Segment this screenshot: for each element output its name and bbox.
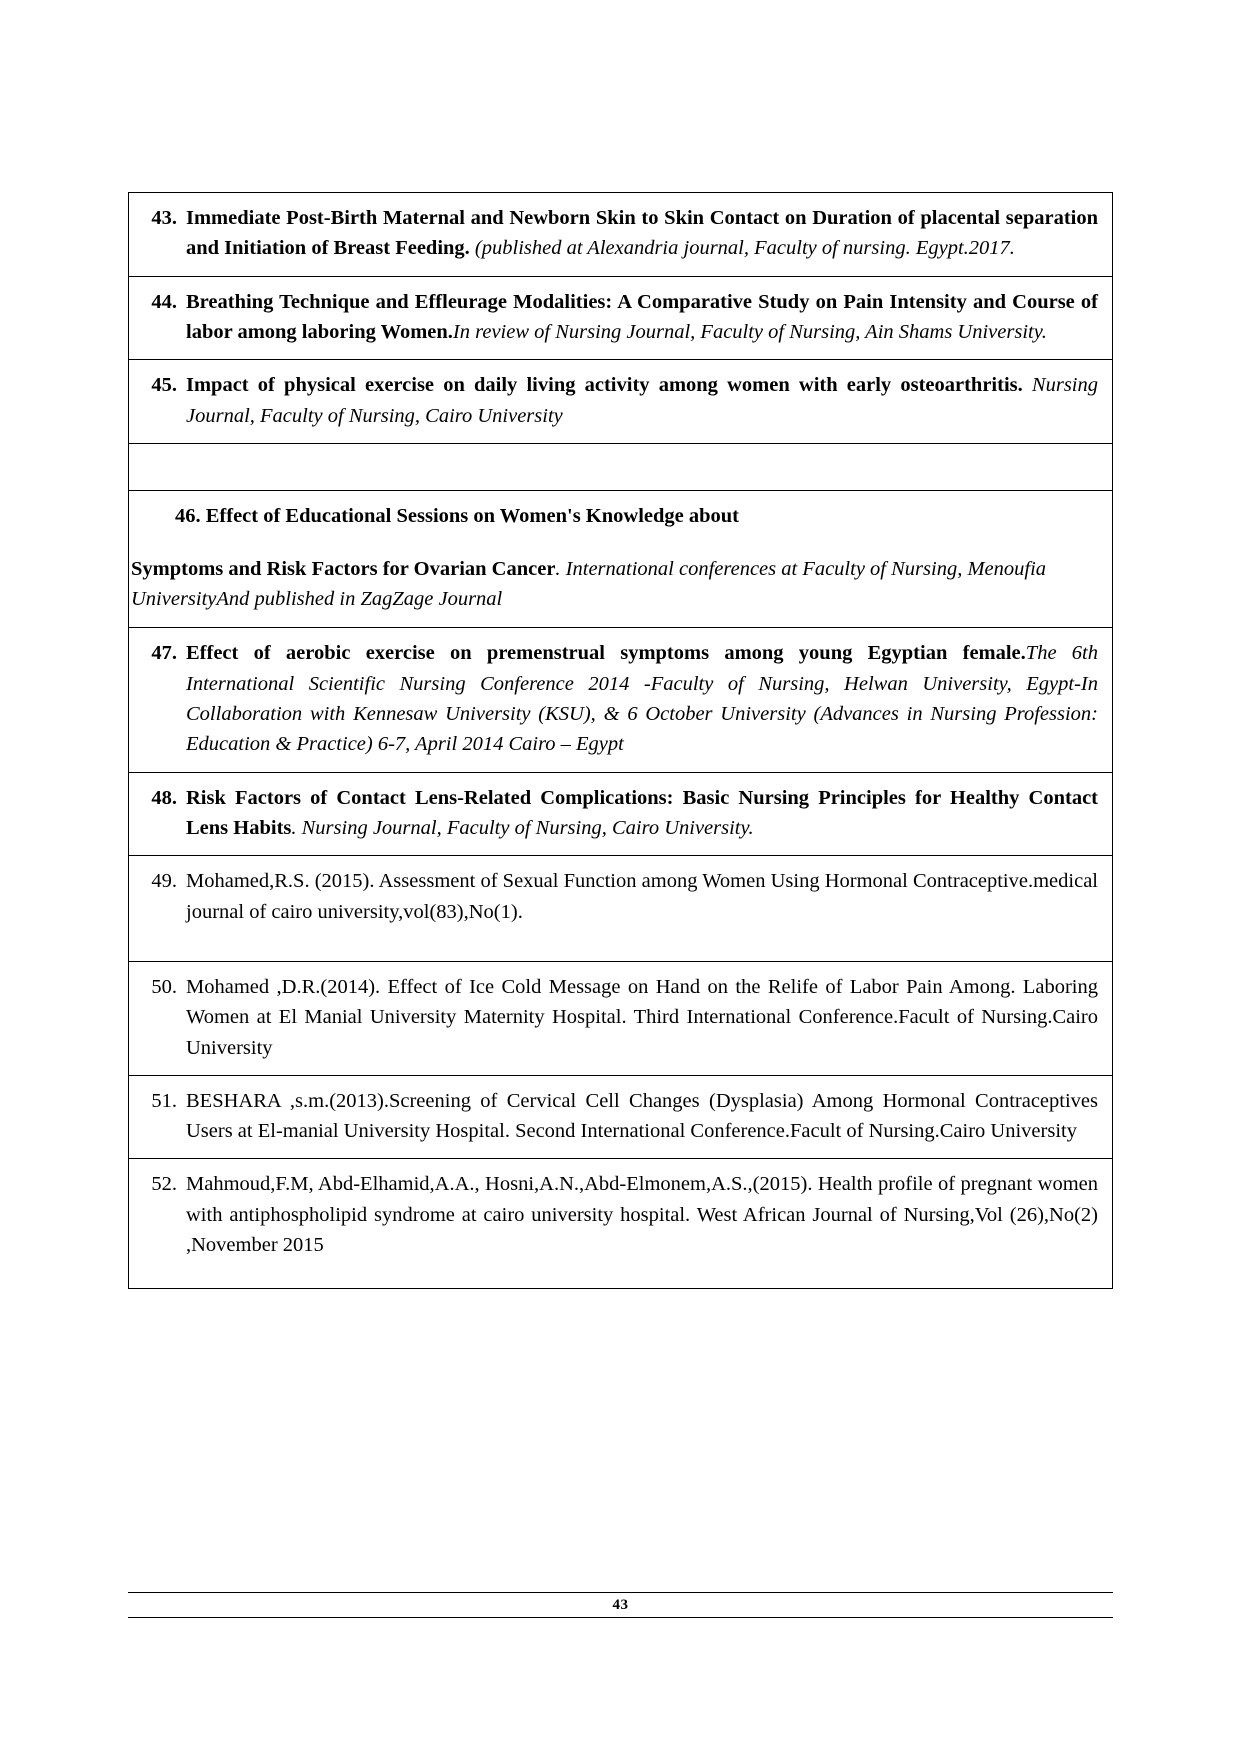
reference-source: In review of Nursing Journal, Faculty of Nursing, Ain Shams University. (452, 320, 1047, 343)
reference-text (186, 638, 1098, 759)
table-row (129, 276, 1113, 360)
reference-number: 51. (151, 1089, 177, 1112)
reference-cell-46 (129, 490, 1113, 627)
reference-number: 50. (151, 975, 177, 998)
page-number: 43 (612, 1597, 629, 1613)
reference-46-line1: 46. Effect of Educational Sessions on Women's Knowledge about (175, 504, 740, 527)
reference-cell-43 (129, 193, 1113, 277)
reference-number: 52. (151, 1173, 177, 1196)
reference-text: Mohamed,R.S. (2015). Assessment of Sexual Function among Women Using Hormonal Contraceptive.medical journal of cairo university,vol(83),No(1). (186, 870, 1098, 923)
reference-text (186, 783, 1098, 844)
reference-text (186, 287, 1098, 348)
reference-number: 47. (151, 642, 177, 665)
reference-number: 45. (151, 374, 177, 397)
reference-title: Immediate Post-Birth Maternal and Newborn Skin to Skin Contact on Duration of placental separation and Initiation of Breast Feeding. (186, 207, 1098, 260)
table-row (129, 360, 1113, 444)
reference-cell-48 (129, 772, 1113, 856)
table-row (129, 628, 1113, 772)
reference-source: . Nursing Journal, Faculty of Nursing, Cairo University. (291, 816, 754, 839)
reference-text: Mohamed ,D.R.(2014). Effect of Ice Cold Message on Hand on the Relife of Labor Pain Among. Laboring Women at El Manial University Maternity Hospital. Third International Conference.Facult of Nursing.Cairo University (186, 975, 1098, 1059)
reference-number: 48. (151, 786, 177, 809)
table-row (129, 856, 1113, 962)
table-row (129, 1075, 1113, 1159)
reference-source: The 6th International Scientific Nursing Conference 2014 -Faculty of Nursing, Helwan University, Egypt-In Collaboration with Kennesaw University (KSU), & 6 October University (Advances in Nursing Profession: Education & Practice) 6-7, April 2014 Cairo – Egypt (186, 642, 1098, 756)
reference-title: Breathing Technique and Effleurage Modalities: A Comparative Study on Pain Intensity and Course of labor among laboring Women. (186, 290, 1098, 343)
page-footer (128, 1592, 1113, 1618)
reference-title: Symptoms and Risk Factors for Ovarian Cancer (131, 557, 556, 580)
table-row (129, 772, 1113, 856)
table-row (129, 193, 1113, 277)
reference-title: Impact of physical exercise on daily living activity among women with early osteoarthritis. (186, 374, 1023, 397)
reference-text: BESHARA ,s.m.(2013).Screening of Cervical Cell Changes (Dysplasia) Among Hormonal Contraceptives Users at El-manial University Hospital. Second International Conference.Facult of Nursing.Cairo University (186, 1089, 1098, 1143)
reference-cell-52 (129, 1159, 1113, 1289)
reference-list-container (128, 192, 1113, 1289)
reference-text: Mahmoud,F.M, Abd-Elhamid,A.A., Hosni,A.N.,Abd-Elmonem,A.S.,(2015). Health profile of pregnant women with antiphospholipid syndrome at cairo university hospital. West African Journal of Nursing,Vol (26),No(2) ,November 2015 (186, 1173, 1098, 1257)
footer-rule-bottom (128, 1617, 1113, 1618)
table-row (129, 1159, 1113, 1289)
reference-46-line2 (131, 554, 1098, 616)
reference-text (186, 203, 1098, 264)
reference-cell-44 (129, 276, 1113, 360)
reference-number: 44. (151, 290, 177, 313)
reference-cell-50 (129, 961, 1113, 1075)
reference-source: . International conferences at Faculty of Nursing, Menoufia UniversityAnd published in ZagZage Journal (131, 557, 1047, 611)
empty-cell (129, 443, 1113, 490)
table-row-spacer (129, 443, 1113, 490)
table-row (129, 961, 1113, 1075)
reference-source: Nursing Journal, Faculty of Nursing, Cairo University (186, 374, 1098, 427)
reference-source: (published at Alexandria journal, Faculty of nursing. Egypt.2017. (469, 237, 1015, 260)
reference-number: 49. (151, 870, 177, 893)
reference-number: 43. (151, 207, 177, 229)
reference-title: Effect of aerobic exercise on premenstrual symptoms among young Egyptian female. (186, 642, 1026, 665)
table-row (129, 490, 1113, 627)
reference-cell-51 (129, 1075, 1113, 1159)
reference-cell-45 (129, 360, 1113, 444)
reference-title: Risk Factors of Contact Lens-Related Complications: Basic Nursing Principles for Healthy Contact Lens Habits (186, 786, 1098, 839)
reference-cell-49 (129, 856, 1113, 962)
reference-cell-47 (129, 628, 1113, 772)
references-table (128, 192, 1113, 1289)
reference-text (186, 370, 1098, 431)
